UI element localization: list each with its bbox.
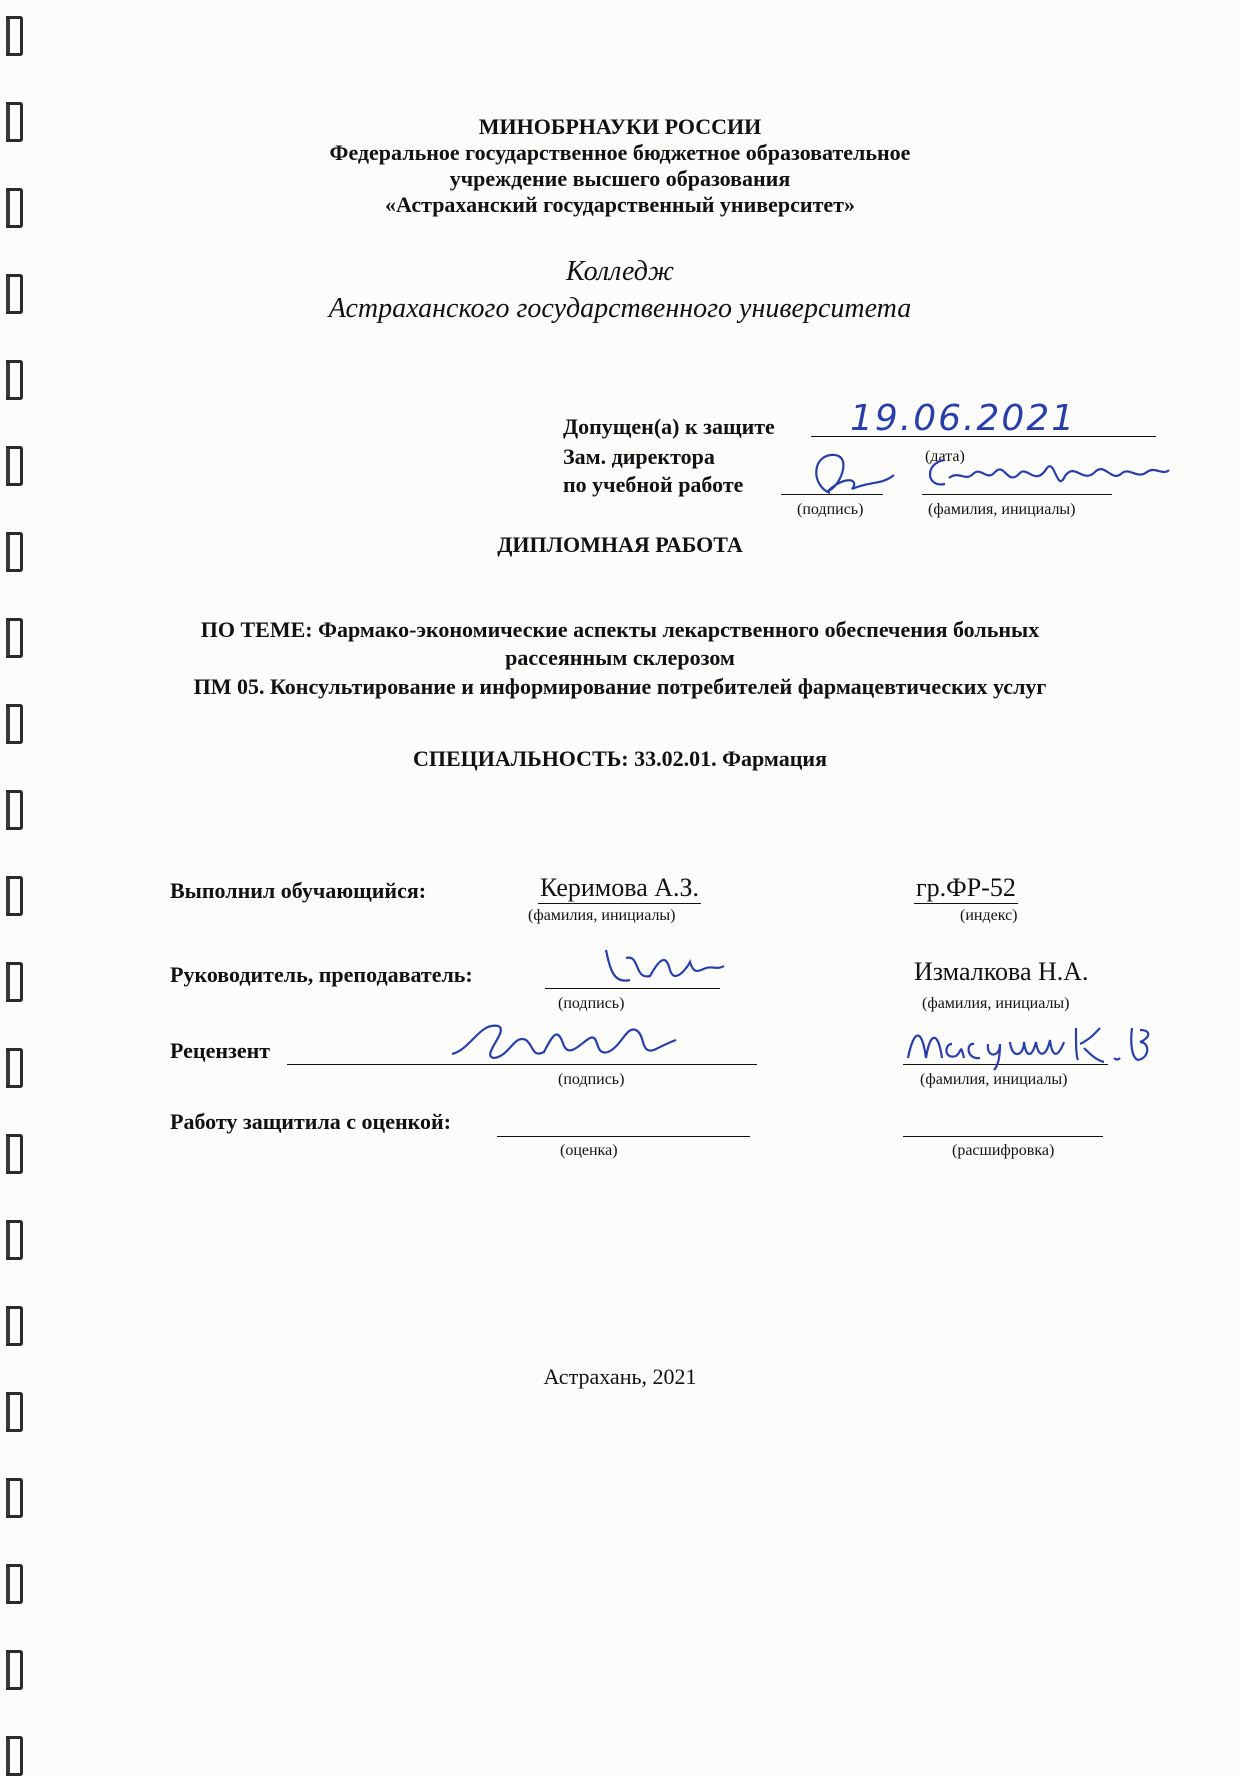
defense-label: Работу защитила с оценкой: [170,1109,452,1134]
reviewer-label: Рецензент [170,1038,271,1063]
college-line-2: Астраханского государственного университета [328,293,912,324]
supervisor-signature-caption: (подпись) [558,995,625,1012]
student-group: гр.ФР-52 [916,873,1016,902]
date-caption: (дата) [925,448,965,465]
binding-ring [6,1478,23,1518]
binding-ring [6,876,23,916]
binding-ring [6,962,23,1002]
binding-ring [6,1650,23,1690]
institution-line-2: учреждение высшего образования [449,166,791,191]
supervisor-signature [590,940,730,996]
document-type-heading: ДИПЛОМНАЯ РАБОТА [497,532,743,557]
binding-ring [6,1134,23,1174]
binding-ring [6,16,23,56]
reviewer-signature [440,1012,680,1072]
supervisor-name: Измалкова Н.А. [914,957,1089,986]
student-group-caption: (индекс) [960,907,1018,924]
admitted-label: Допущен(а) к защите [563,414,775,439]
student-label: Выполнил обучающийся: [170,878,427,903]
binding-ring [6,1306,23,1346]
deputy-title-line-1: Зам. директора [563,444,715,469]
binding-ring [6,790,23,830]
university-name: «Астраханский государственный университет» [385,192,855,217]
reviewer-signature-caption: (подпись) [558,1071,625,1088]
binding-ring [6,446,23,486]
binding-ring [6,1564,23,1604]
grade-decode-line [903,1110,1103,1137]
deputy-name-caption: (фамилия, инициалы) [928,501,1076,518]
deputy-signature-caption: (подпись) [797,501,864,518]
theme-line-1: ПО ТЕМЕ: Фармако-экономические аспекты лекарственного обеспечения больных [200,617,1040,642]
specialty: СПЕЦИАЛЬНОСТЬ: 33.02.01. Фармация [412,746,828,771]
student-name-caption: (фамилия, инициалы) [528,907,676,924]
binding-ring [6,1048,23,1088]
institution-line-1: Федеральное государственное бюджетное образовательное [329,140,911,165]
admitted-date-handwritten: 19.06.2021 [850,398,1077,439]
deputy-title-line-2: по учебной работе [563,472,744,497]
reviewer-name-caption: (фамилия, инициалы) [920,1071,1068,1088]
city-year: Астрахань, 2021 [543,1364,697,1389]
binding-ring [6,360,23,400]
binding-ring [6,1392,23,1432]
grade-decode-caption: (расшифровка) [952,1142,1055,1159]
college-line-1: Колледж [566,256,674,287]
binding-ring [6,1736,23,1776]
student-name: Керимова А.З. [540,873,700,902]
deputy-name-handwritten [915,448,1175,498]
binding-ring [6,1220,23,1260]
grade-caption: (оценка) [560,1142,618,1159]
reviewer-name-handwritten [900,1018,1200,1072]
deputy-signature [790,445,900,505]
theme-line-2: рассеянным склерозом [505,645,735,670]
supervisor-label: Руководитель, преподаватель: [170,962,473,987]
grade-line [497,1110,750,1137]
ministry-heading: МИНОБРНАУКИ РОССИИ [478,114,762,139]
binding-ring [6,704,23,744]
supervisor-name-caption: (фамилия, инициалы) [922,995,1070,1012]
professional-module: ПМ 05. Консультирование и информирование потребителей фармацевтических услуг [193,674,1047,699]
